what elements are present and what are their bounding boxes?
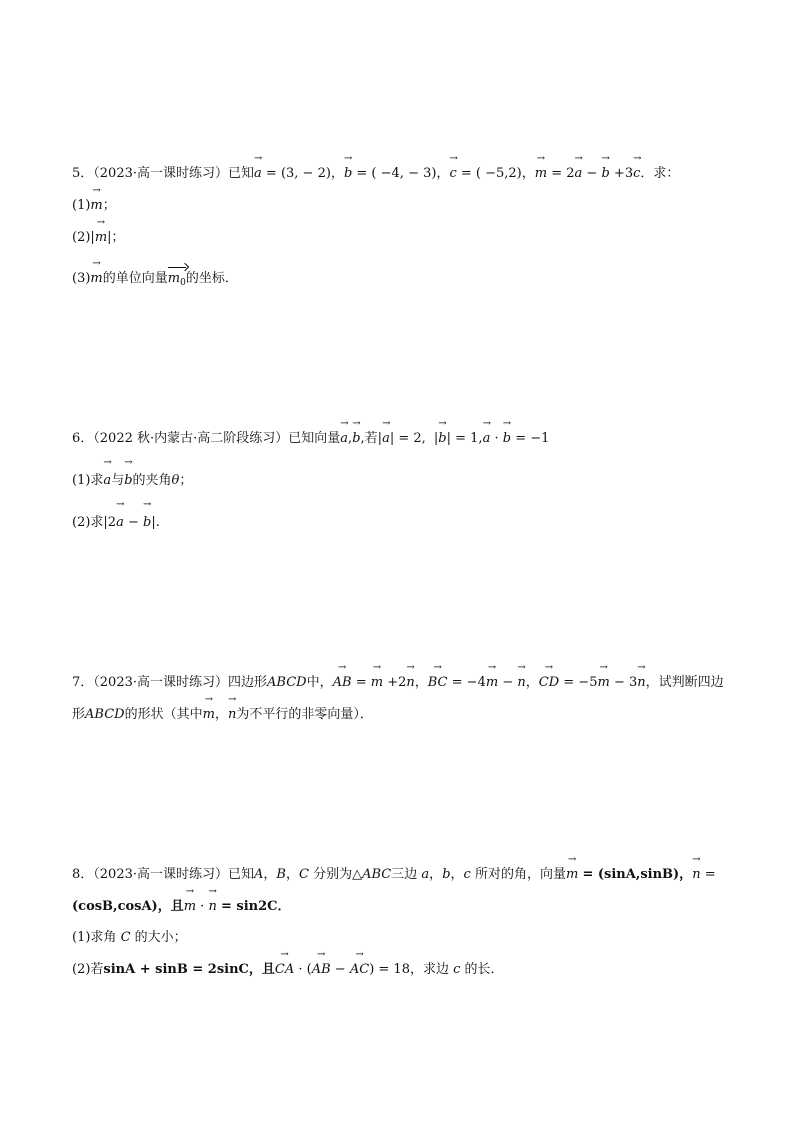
question-source: （2023·高一课时练习）: [93, 166, 228, 181]
vector-c: → c: [449, 165, 456, 183]
question-number: 5．: [72, 166, 94, 181]
q7-line2: 形ABCD的形状（其中→ m，→ n为不平行的非零向量）．: [72, 706, 373, 724]
question-source: （2023·高一课时练习）: [93, 867, 228, 882]
q5-part3: (3)→ m的单位向量$m_0$的坐标．: [72, 270, 238, 292]
q8-stem: 8．（2023·高一课时练习）已知A，B，C 分别为△ABC三边 a，b，c 所对的角，向量→ m = (sinA,sinB)，→ n =: [72, 866, 716, 884]
vector-b: → b: [344, 165, 352, 183]
q8-part2: (2)若sinA + sinB = 2sinC，且→ CA · (→ AB − → AC) = 18，求边 c 的长．: [72, 961, 504, 979]
q5-part1: (1)→ m；: [72, 197, 116, 215]
q6-part2: (2)求|2→ a − → b|.: [72, 514, 160, 532]
unit-vector-m0: $m_0$: [168, 270, 186, 292]
q6-stem: 6．（2022 秋·内蒙古·高二阶段练习）已知向量→ a,→ b,若|→ a| = 2, |→ b| = 1,→ a · → b = −1: [72, 430, 549, 448]
q5-part2: (2)|→ m|；: [72, 229, 125, 247]
vector-m: → m: [535, 165, 547, 183]
question-number: 7．: [72, 675, 94, 690]
question-number: 6．: [72, 431, 94, 446]
question-source: （2022 秋·内蒙古·高二阶段练习）: [93, 431, 289, 446]
q7-stem: 7．（2023·高一课时练习）四边形ABCD中，→ AB = → m +2→ n，→ BC = −4→ m − → n，→ CD = −5→ m − 3→ n，试判断四边: [72, 674, 724, 692]
question-number: 8．: [72, 867, 94, 882]
question-source: （2023·高一课时练习）: [93, 675, 228, 690]
q8-part1: (1)求角 C 的大小；: [72, 930, 187, 945]
q5-stem: 5．（2023·高一课时练习）已知→ a = (3, − 2)，→ b = ( −4, − 3)，→ c = ( −5,2)，→ m = 2→ a − → b +3→ c．求：: [72, 165, 679, 183]
vector-a: → a: [254, 165, 262, 183]
q8-line2: (cosB,cosA)，且→ m · → n = sin2C．: [72, 898, 291, 916]
q6-part1: (1)求→ a与→ b的夹角θ；: [72, 472, 192, 490]
